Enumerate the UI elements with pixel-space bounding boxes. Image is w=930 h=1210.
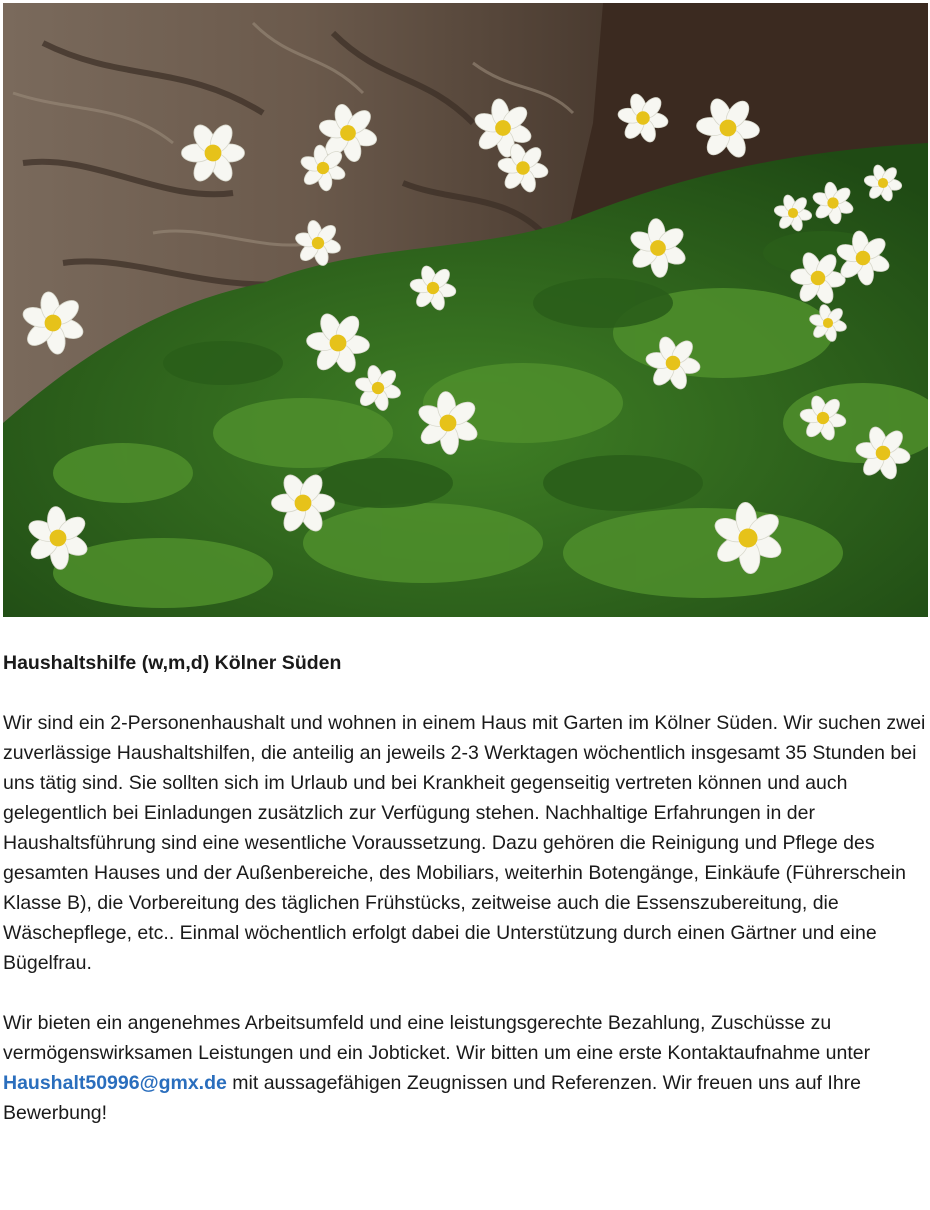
ad-paragraph-1: Wir sind ein 2-Personenhaushalt und wohnen in einem Haus mit Garten im Kölner Süden. Wir suchen zwei zuverlässige Haushaltshilfen, die anteilig an jeweils 2-3 Werktagen wöchentlich insgesamt 35 Stunden bei uns tätig sind. Sie sollten sich im Urlaub und bei Krankheit gegenseitig vertreten können und auch gelegentlich bei Einladungen zusätzlich zur Verfügung stehen. Nachhaltige Erfahrungen in der Haushaltsführung sind eine wesentliche Voraussetzung. Dazu gehören die Reinigung und Pflege des gesamten Hauses und der Außenbereiche, des Mobiliars, weiterhin Botengänge, Einkäufe (Führerschein Klasse B), die Vorbereitung des täglichen Frühstücks, zeitweise auch die Essenszubereitung, die Wäschepflege, etc.. Einmal wöchentlich erfolgt dabei die Unterstützung durch einen Gärtner und eine Bügelfrau. <box>3 712 926 974</box>
job-ad <box>3 648 927 1128</box>
spacer <box>3 978 927 1008</box>
paragraph-2-text-before: Wir bieten ein angenehmes Arbeitsumfeld und eine leistungsgerechte Bezahlung, Zuschüsse zu vermögenswirksamen Leistungen und ein Jobticket. Wir bitten um eine erste Kontaktaufnahme unter <box>3 1012 871 1064</box>
ad-title: Haushaltshilfe (w,m,d) Kölner Süden <box>3 652 342 674</box>
flower-photo <box>3 3 928 617</box>
spacer <box>3 678 927 708</box>
ad-paragraph-2 <box>3 1008 927 1128</box>
paragraph-2-text-after: mit aussagefähigen Zeugnissen und Referenzen. Wir freuen uns auf Ihre Bewerbung! <box>3 1072 861 1124</box>
flower-photo-illustration <box>3 3 928 617</box>
email-link[interactable]: Haushalt50996@gmx.de <box>3 1072 227 1094</box>
